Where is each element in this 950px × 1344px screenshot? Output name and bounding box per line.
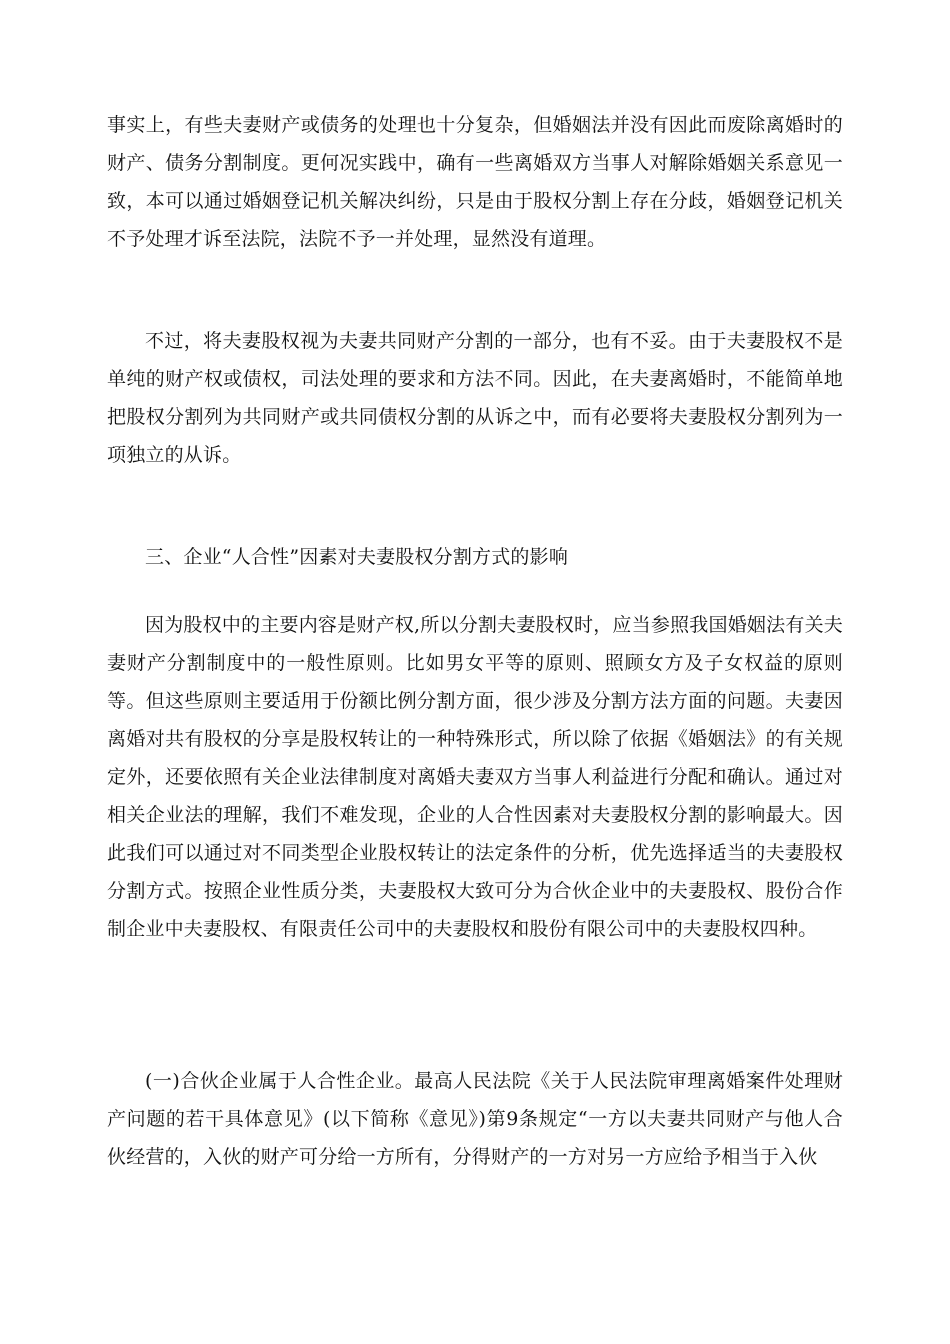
section-heading: 三、企业“人合性”因素对夫妻股权分割方式的影响 — [145, 546, 569, 568]
paragraph-1: 事实上，有些夫妻财产或债务的处理也十分复杂，但婚姻法并没有因此而废除离婚时的财产、债务分割制度。更何况实践中，确有一些离婚双方当事人对解除婚姻关系意见一致，本可以通过婚姻登记机关解决纠纷，只是由于股权分割上存在分歧，婚姻登记机关不予处理才诉至法院，法院不予一并处理，显然没有道理。 — [107, 114, 843, 250]
paragraph-2: 不过，将夫妻股权视为夫妻共同财产分割的一部分，也有不妥。由于夫妻股权不是单纯的财产权或债权，司法处理的要求和方法不同。因此，在夫妻离婚时，不能简单地把股权分割列为共同财产或共同债权分割的从诉之中，而有必要将夫妻股权分割列为一项独立的从诉。 — [107, 330, 843, 466]
paragraph-3: 因为股权中的主要内容是财产权,所以分割夫妻股权时，应当参照我国婚姻法有关夫妻财产分割制度中的一般性原则。比如男女平等的原则、照顾女方及子女权益的原则等。但这些原则主要适用于份额比例分割方面，很少涉及分割方法方面的问题。夫妻因离婚对共有股权的分享是股权转让的一种特殊形式，所以除了依据《婚姻法》的有关规定外，还要依照有关企业法律制度对离婚夫妻双方当事人利益进行分配和确认。通过对相关企业法的理解，我们不难发现，企业的人合性因素对夫妻股权分割的影响最大。因此我们可以通过对不同类型企业股权转让的法定条件的分析，优先选择适当的夫妻股权分割方式。按照企业性质分类，夫妻股权大致可分为合伙企业中的夫妻股权、股份合作制企业中夫妻股权、有限责任公司中的夫妻股权和股份有限公司中的夫妻股权四种。 — [107, 614, 843, 940]
paragraph-4: (一)合伙企业属于人合性企业。最高人民法院《关于人民法院审理离婚案件处理财产问题的若干具体意见》(以下简称《意见》)第9条规定“一方以夫妻共同财产与他人合伙经营的，入伙的财产可分给一方所有，分得财产的一方对另一方应给予相当于入伙 — [107, 1070, 843, 1168]
